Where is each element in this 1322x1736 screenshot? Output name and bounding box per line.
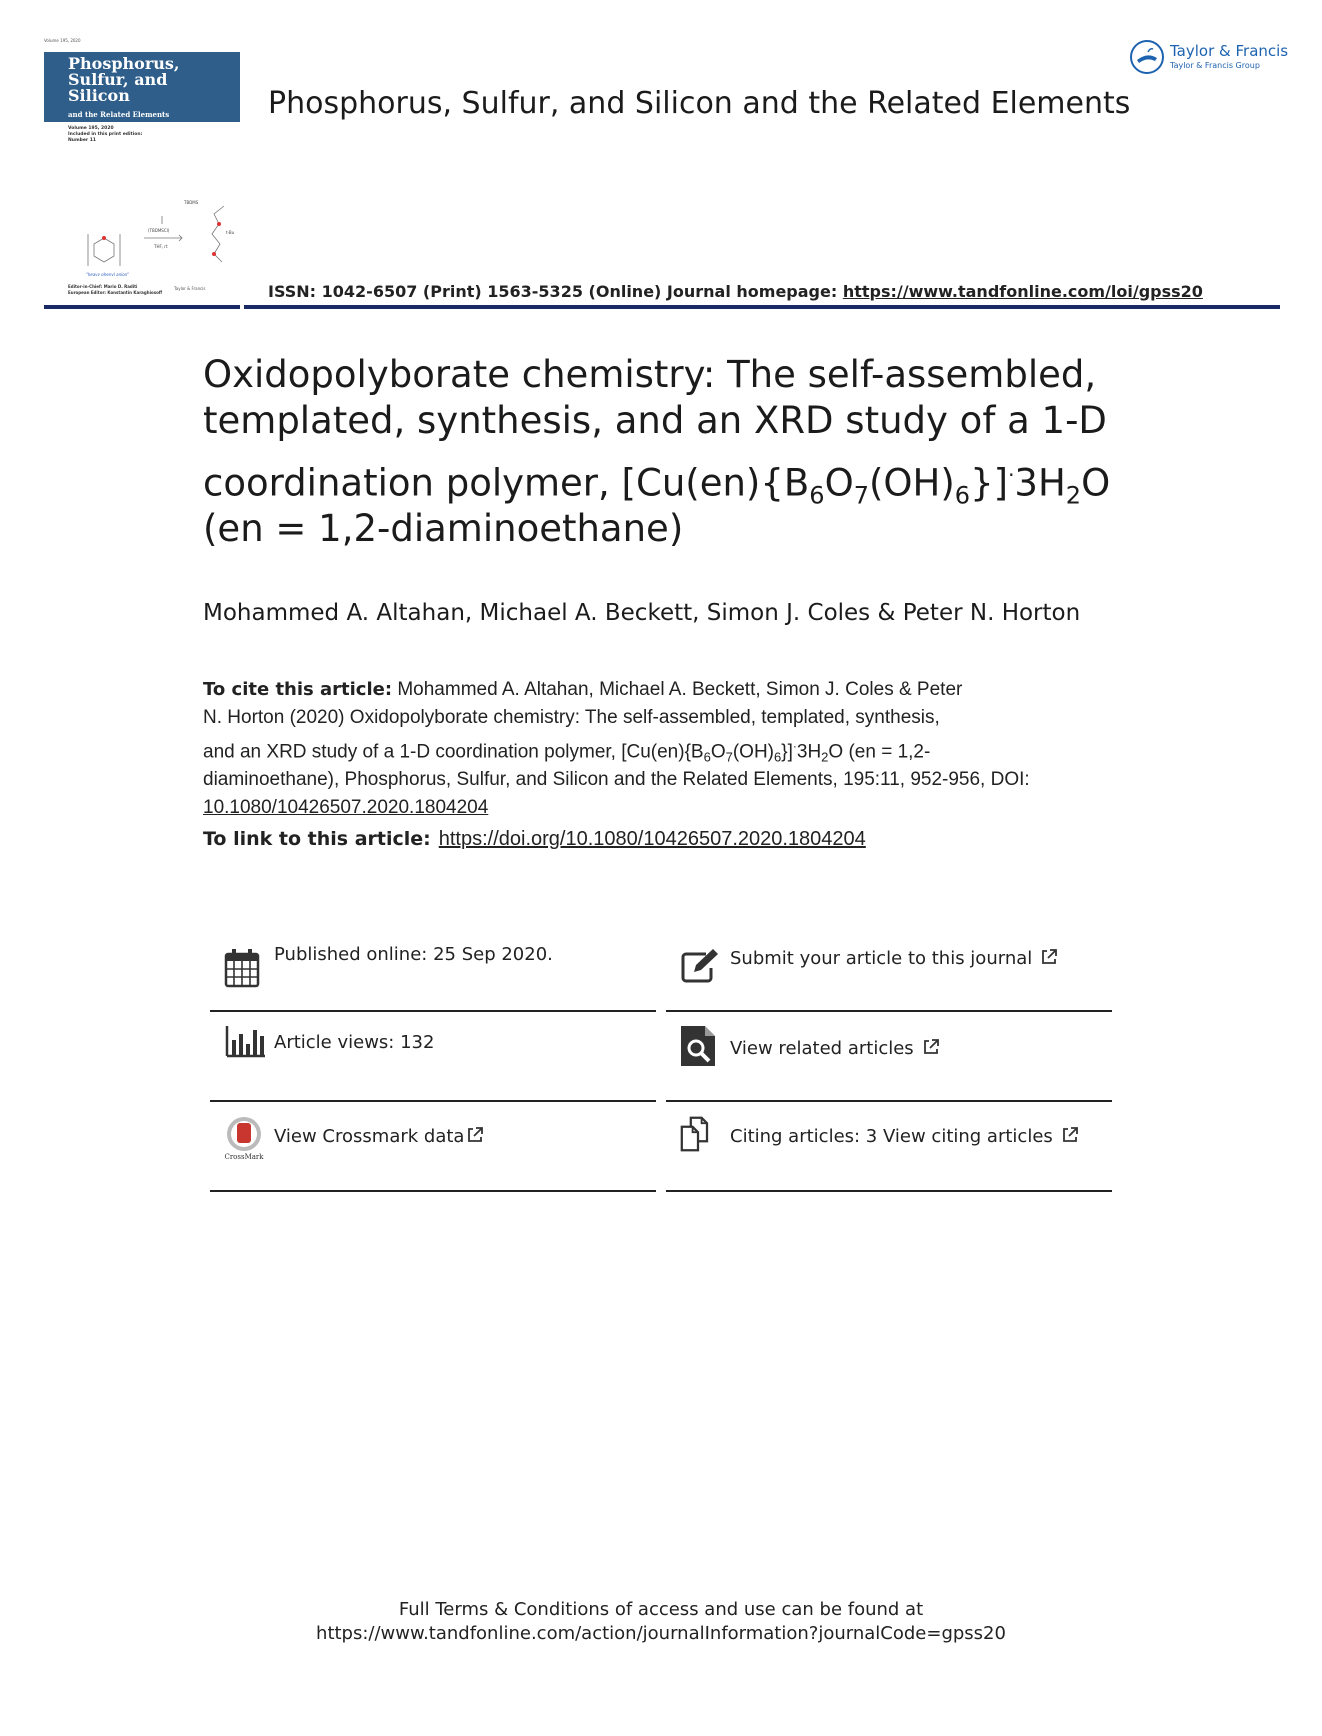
cite-subscript: 7	[725, 749, 733, 765]
title-dot: ·	[1008, 463, 1015, 487]
journal-name: Phosphorus, Sulfur, and Silicon and the Related Elements	[268, 86, 1131, 121]
external-link-icon	[466, 1126, 484, 1144]
article-link-line	[203, 828, 866, 851]
calendar-icon	[224, 948, 260, 988]
cover-diagram-label: (TBDMSCl)	[148, 228, 170, 233]
cover-issue-line: Number 11	[68, 138, 96, 143]
title-subscript: 6	[954, 481, 971, 510]
related-articles-cell[interactable]	[666, 1012, 1112, 1100]
crossmark-icon	[224, 1116, 264, 1160]
related-articles-label: View related articles	[730, 1038, 914, 1059]
cover-volume: Volume 195, 2020	[44, 38, 81, 43]
article-views-cell	[210, 1012, 656, 1100]
header-rule	[244, 305, 1280, 309]
issn-line	[268, 282, 1203, 301]
article-views: Article views: 132	[274, 1032, 435, 1053]
footer-line: Full Terms & Conditions of access and use can be found at	[398, 1599, 924, 1620]
title-line	[203, 452, 1203, 510]
cover-issue-line: Included in this print edition:	[68, 132, 143, 137]
cover-issue-line: Volume 195, 2020	[68, 126, 114, 131]
title-segment: O	[1081, 461, 1111, 505]
publisher-logo[interactable]	[1128, 38, 1288, 78]
doi-link[interactable]: 10.1080/10426507.2020.1804204	[203, 797, 489, 819]
publisher-name: Taylor & Francis	[1170, 42, 1289, 60]
issn-text: ISSN: 1042-6507 (Print) 1563-5325 (Online) Journal homepage:	[268, 282, 843, 301]
published-online-cell	[210, 922, 656, 1010]
related-articles-link[interactable]	[730, 1038, 940, 1059]
cite-label: To cite this article:	[203, 679, 393, 700]
cover-title	[68, 56, 179, 104]
authors: Mohammed A. Altahan, Michael A. Beckett, Simon J. Coles & Peter N. Horton	[203, 600, 1081, 626]
cite-segment: }]	[781, 741, 793, 763]
cite-text: diaminoethane), Phosphorus, Sulfur, and Silicon and the Related Elements, 195:11, 952-956, DOI:	[203, 769, 1030, 791]
cover-issue-info	[68, 126, 142, 144]
publisher-group: Taylor & Francis Group	[1170, 61, 1260, 70]
title-segment: 3H	[1014, 461, 1066, 505]
cite-dot: ·	[792, 739, 797, 753]
submit-article-cell[interactable]	[666, 922, 1112, 1010]
title-line: (en = 1,2-diaminoethane)	[203, 507, 684, 551]
document-search-icon	[680, 1026, 716, 1066]
crossmark-link[interactable]	[274, 1126, 484, 1147]
article-doi-url[interactable]: https://doi.org/10.1080/10426507.2020.1804204	[438, 828, 866, 850]
cover-title-line: Sulfur, and	[68, 70, 168, 89]
terms-footer	[0, 1598, 1322, 1646]
cite-segment: 3H	[796, 741, 822, 763]
article-title	[203, 352, 1203, 552]
external-link-icon	[1061, 1126, 1079, 1144]
title-subscript: 7	[853, 481, 869, 510]
title-segment: O	[824, 461, 854, 505]
cite-segment: (OH)	[732, 741, 775, 763]
cover-title-line: Silicon	[68, 86, 130, 105]
crossmark-label: CrossMark	[224, 1153, 264, 1160]
cite-segment: O (en = 1,2-	[828, 741, 931, 763]
citing-articles-cell[interactable]	[666, 1102, 1112, 1190]
cover-subtitle: and the Related Elements	[68, 110, 170, 119]
edit-icon	[680, 948, 720, 984]
cite-subscript: 6	[774, 749, 782, 765]
cover-chemistry-diagram	[64, 176, 244, 276]
cover-diagram-caption: "heavy phenyl anion"	[86, 272, 130, 276]
title-segment: (OH)	[868, 461, 955, 505]
cover-diagram-label: TBDMS	[184, 200, 199, 205]
divider	[210, 1190, 656, 1192]
external-link-icon	[1040, 948, 1058, 966]
citing-articles-link[interactable]	[730, 1126, 1079, 1147]
journal-cover-thumbnail	[44, 38, 240, 300]
title-subscript: 6	[809, 481, 825, 510]
cover-editor-line: Editor-in-Chief: Mario D. Raditi	[68, 284, 138, 289]
footer-terms-url[interactable]: https://www.tandfonline.com/action/journalInformation?journalCode=gpss20	[316, 1623, 1006, 1644]
cover-diagram-label: t-Bu	[226, 230, 235, 235]
title-line: Oxidopolyborate chemistry: The self-assembled,	[203, 353, 1097, 396]
title-segment: }]	[970, 461, 1009, 505]
title-segment: coordination polymer, [Cu(en){B	[203, 461, 810, 505]
cover-editor-line: European Editor: Konstantin Karaghiosoff	[68, 290, 163, 295]
citation-block	[203, 676, 1143, 822]
cite-text: Mohammed A. Altahan, Michael A. Beckett, Simon J. Coles & Peter	[392, 679, 963, 700]
cite-text: N. Horton (2020) Oxidopolyborate chemistry: The self-assembled, templated, synthesis,	[203, 707, 940, 728]
cover-diagram-label: THF, rt	[154, 244, 168, 249]
bar-chart-icon	[224, 1026, 266, 1058]
citing-articles-label: Citing articles: 3 View citing articles	[730, 1126, 1053, 1147]
cite-segment: and an XRD study of a 1-D coordination polymer, [Cu(en){B	[203, 741, 704, 763]
publisher-lamp-icon	[1128, 38, 1166, 76]
crossmark-cell[interactable]	[210, 1102, 656, 1190]
cite-subscript: 6	[703, 749, 711, 765]
external-link-icon	[922, 1038, 940, 1056]
title-line: templated, synthesis, and an XRD study of a 1-D	[203, 399, 1107, 442]
cover-editors	[68, 284, 162, 296]
divider	[666, 1190, 1112, 1192]
cover-title-line: Phosphorus,	[68, 54, 180, 73]
cite-subscript: 2	[821, 749, 829, 765]
cite-segment: O	[710, 741, 726, 763]
submit-article-label: Submit your article to this journal	[730, 948, 1033, 969]
title-subscript: 2	[1065, 481, 1082, 510]
cover-publisher-logo: Taylor & Francis	[174, 286, 206, 291]
cite-text-line	[203, 732, 1143, 766]
submit-article-link[interactable]	[730, 948, 1058, 969]
citing-documents-icon	[680, 1114, 716, 1154]
journal-homepage-link[interactable]: https://www.tandfonline.com/loi/gpss20	[842, 282, 1203, 301]
crossmark-label-text: View Crossmark data	[274, 1126, 465, 1147]
link-label: To link to this article:	[203, 828, 431, 850]
published-online: Published online: 25 Sep 2020.	[274, 944, 553, 965]
header-rule	[44, 305, 240, 309]
